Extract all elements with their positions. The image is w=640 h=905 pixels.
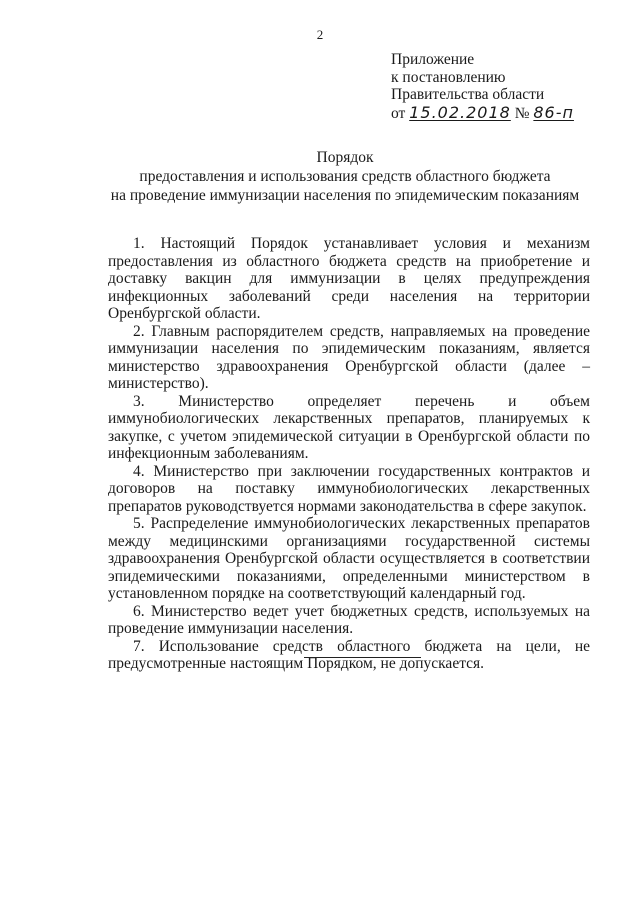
paragraph-4: 4. Министерство при заключении государственных контрактов и договоров на поставку иммунобиологических лекарственных препаратов руководствуется нормами законодательства в сфере закупок. <box>108 462 590 515</box>
title-heading: Порядок <box>316 149 374 166</box>
paragraph-5: 5. Распределение иммунобиологических лекарственных препаратов между медицинскими организациями государственной системы здравоохранения Оренбургской области осуществляется в соответствии эпидемическими показаниями, определенными министерством в установленном порядке на соответствующий календарный год. <box>108 515 590 602</box>
document-body <box>108 235 590 673</box>
paragraph-7: 7. Использование средств областного бюджета на цели, не предусмотренные настоящим Порядком, не допускается. <box>108 637 590 672</box>
paragraph-6: 6. Министерство ведет учет бюджетных средств, используемых на проведение иммунизации населения. <box>108 602 590 637</box>
annex-number: 86-п <box>533 102 574 122</box>
title-line-2: на проведение иммунизации населения по эпидемическим показаниям <box>110 187 580 204</box>
annex-date: 15.02.2018 <box>409 102 511 122</box>
annex-to-resolution: к постановлению <box>391 68 506 86</box>
paragraph-3: 3. Министерство определяет перечень и объем иммунобиологических лекарственных препаратов, планируемых к закупке, с учетом эпидемической ситуации в Оренбургской области по инфекционным заболеваниям. <box>108 392 590 462</box>
annex-block <box>391 51 574 122</box>
annex-number-prefix: № <box>514 104 530 122</box>
annex-date-number <box>391 104 574 123</box>
end-divider <box>304 657 421 658</box>
paragraph-2: 2. Главным распорядителем средств, направляемых на проведение иммунизации населения по эпидемическим показаниям, является министерство здравоохранения Оренбургской области (далее – министерство). <box>108 322 590 392</box>
document-title <box>0 148 640 205</box>
title-line-1: предоставления и использования средств областного бюджета <box>139 168 551 185</box>
page-number: 2 <box>316 27 324 42</box>
annex-title: Приложение <box>391 51 475 68</box>
paragraph-1: 1. Настоящий Порядок устанавливает условия и механизм предоставления из областного бюджета средств на приобретение и доставку вакцин для иммунизации в целях предупреждения инфекционных заболеваний среди населения на территории Оренбургской области. <box>108 235 590 322</box>
annex-government: Правительства области <box>391 86 545 103</box>
annex-date-prefix: от <box>391 104 406 122</box>
